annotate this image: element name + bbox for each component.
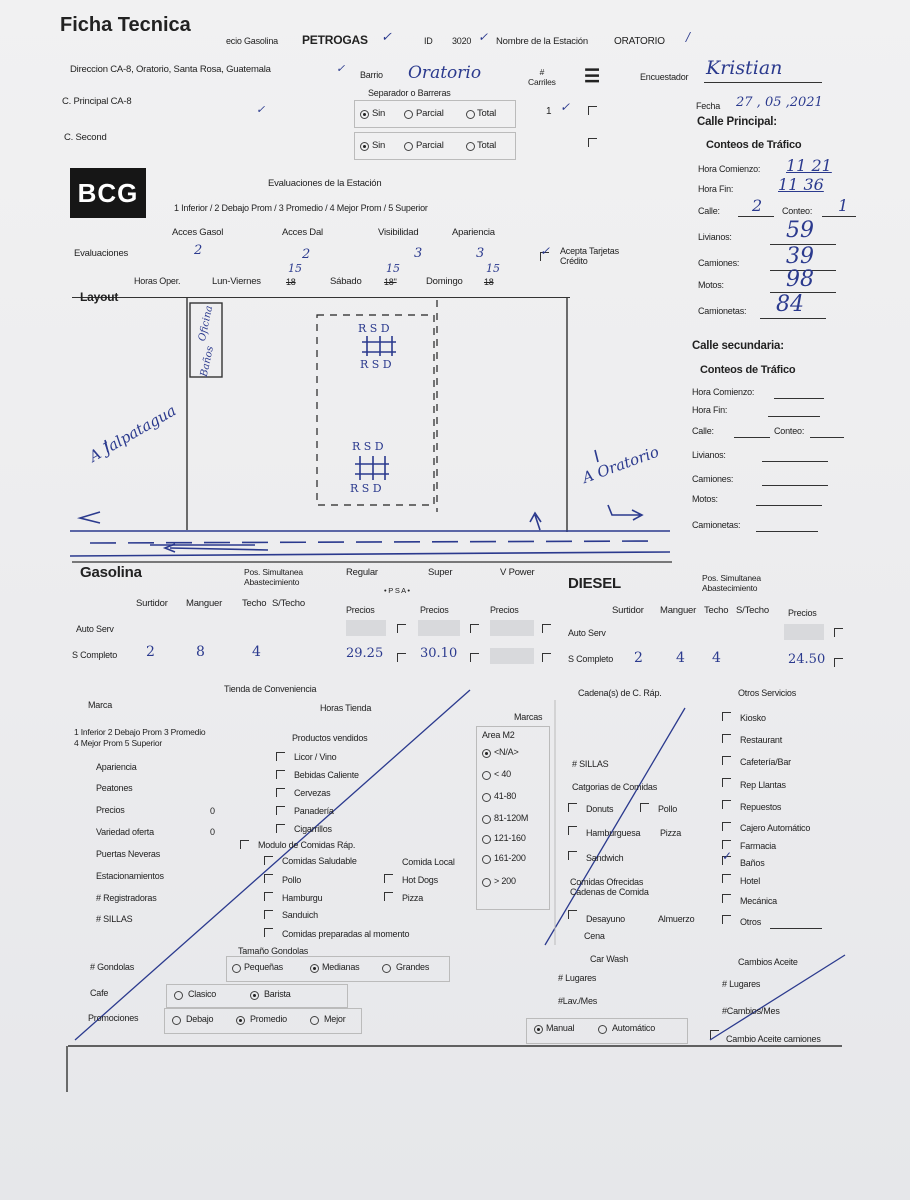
- precios-label: Precios: [96, 805, 125, 815]
- restaurant-label: Restaurant: [740, 735, 783, 745]
- tienda-scale: 1 Inferior 2 Debajo Prom 3 Promedio: [74, 727, 206, 737]
- manual-radio[interactable]: [534, 1025, 543, 1034]
- techo-value: 4: [712, 650, 721, 666]
- brand-value: PETROGAS: [302, 33, 368, 47]
- area-option: > 200: [494, 876, 516, 886]
- direccion-value: Direccion CA-8, Oratorio, Santa Rosa, Guatemala: [70, 64, 271, 75]
- precios-label: Precios: [490, 605, 519, 615]
- tamano-radio[interactable]: [232, 964, 241, 973]
- promociones-option: Debajo: [186, 1014, 214, 1024]
- checkbox[interactable]: [264, 910, 273, 919]
- bcg-logo: BCG: [70, 168, 146, 218]
- almuerzo-label: Almuerzo: [658, 914, 695, 924]
- lun-viernes-label: Lun-Viernes: [212, 276, 261, 287]
- traffic-light-icon: ☰: [584, 66, 600, 86]
- checkbox[interactable]: [588, 138, 597, 147]
- hot-dogs-label: Hot Dogs: [402, 875, 438, 885]
- check-mark: ✓: [478, 30, 489, 44]
- motos-value: 98: [786, 267, 814, 292]
- carriles-value: 1: [546, 106, 552, 117]
- checkbox[interactable]: [834, 628, 843, 637]
- checkbox[interactable]: [276, 824, 285, 833]
- automatico-label: Automático: [612, 1023, 656, 1033]
- hora-comienzo-label: Hora Comienzo:: [692, 387, 755, 397]
- surtidor-value: 2: [146, 644, 155, 660]
- conteo-value: 1: [838, 196, 849, 215]
- encuestador-label: Encuestador: [640, 72, 689, 82]
- sandwich-label: Sanduich: [282, 910, 318, 920]
- conteos-principal-title: Conteos de Tráfico: [706, 139, 802, 151]
- precios-label: Precios: [420, 605, 449, 615]
- conteo-label: Conteo:: [782, 206, 813, 216]
- manguer-value: 8: [196, 644, 205, 660]
- mecanica-label: Mecánica: [740, 896, 777, 906]
- carriles-label: # Carriles: [528, 67, 556, 87]
- cambios-mes-label: #Cambios/Mes: [722, 1006, 780, 1016]
- promociones-option: Mejor: [324, 1014, 346, 1024]
- cigarrillos-label: Cigarrillos: [294, 824, 332, 834]
- sin-radio[interactable]: [360, 110, 369, 119]
- check-mark: ✓: [540, 244, 551, 258]
- repuestos-label: Repuestos: [740, 802, 782, 812]
- visibilidad-value: 3: [414, 246, 423, 261]
- acces-gasol-value: 2: [194, 243, 203, 258]
- lav-mes-label: #Lav./Mes: [558, 996, 598, 1006]
- cafe-radio[interactable]: [250, 991, 259, 1000]
- area-option: 81-120M: [494, 813, 529, 823]
- super-price-value: 30.10: [420, 646, 458, 661]
- check-mark: ✓: [381, 30, 392, 45]
- super-label: Super: [428, 567, 453, 578]
- road-oratorio-label: A Oratorio: [580, 442, 662, 487]
- checkbox[interactable]: [264, 928, 273, 937]
- fecha-label: Fecha: [696, 101, 721, 111]
- motos-label: Motos:: [698, 280, 724, 290]
- variedad-label: Variedad oferta: [96, 827, 154, 837]
- checkbox[interactable]: [588, 106, 597, 115]
- checkbox[interactable]: [722, 756, 731, 765]
- s-techo-label: S/Techo: [272, 598, 305, 609]
- livianos-label: Livianos:: [692, 450, 726, 460]
- estacionamientos-label: Estacionamientos: [96, 871, 164, 881]
- area-radio[interactable]: [482, 855, 491, 864]
- vpower-price-field[interactable]: [490, 648, 534, 664]
- horas-tienda-label: Horas Tienda: [320, 703, 372, 713]
- s-techo-label: S/Techo: [736, 605, 769, 616]
- hora-fin-label: Hora Fin:: [698, 184, 734, 194]
- hora-comienzo-value: 11 21: [786, 156, 832, 175]
- sin-radio[interactable]: [360, 142, 369, 151]
- variedad-value: 0: [210, 827, 215, 837]
- aceite-camiones-label: Cambio Aceite camiones: [726, 1034, 821, 1044]
- cafe-label: Cafe: [90, 988, 109, 998]
- apariencia-value: 3: [476, 246, 485, 261]
- cena-label: Cena: [584, 931, 605, 941]
- hamburguesa-label: Hamburguesa: [586, 828, 641, 838]
- sin-label: Sin: [372, 108, 386, 119]
- calle-value: 2: [752, 196, 763, 215]
- desayuno-label: Desayuno: [586, 914, 625, 924]
- checkbox[interactable]: [542, 653, 551, 662]
- hora-fin-value: 11 36: [778, 175, 824, 194]
- checkbox[interactable]: [568, 826, 577, 835]
- licor-label: Licor / Vino: [294, 752, 337, 762]
- s-completo-label: S Completo: [72, 650, 118, 660]
- camiones-label: Camiones:: [692, 474, 734, 484]
- area-radio[interactable]: [482, 878, 491, 887]
- motos-label: Motos:: [692, 494, 718, 504]
- livianos-value: 59: [786, 218, 814, 243]
- checkbox[interactable]: [568, 910, 577, 919]
- fecha-value: 27 , 05 ,2021: [736, 95, 823, 110]
- checkbox[interactable]: [710, 1030, 719, 1039]
- sabado-label: Sábado: [330, 276, 362, 287]
- parcial-radio[interactable]: [404, 142, 413, 151]
- pump-label: R S D: [350, 482, 382, 495]
- calle-second-label: C. Second: [64, 132, 107, 143]
- total-label: Total: [477, 140, 497, 151]
- v-power-label: V Power: [500, 567, 535, 578]
- checkbox[interactable]: [722, 874, 731, 883]
- diesel-auto-price-field[interactable]: [784, 624, 824, 640]
- checkbox[interactable]: [276, 788, 285, 797]
- car-wash-lugares-label: # Lugares: [558, 973, 597, 983]
- area-radio[interactable]: [482, 835, 491, 844]
- donuts-label: Donuts: [586, 804, 614, 814]
- diesel-price-value: 24.50: [788, 652, 826, 667]
- checkbox[interactable]: [276, 770, 285, 779]
- marcas-label: Marcas: [514, 712, 543, 722]
- regular-price-value: 29.25: [346, 646, 384, 661]
- auto-serv-label: Auto Serv: [568, 628, 606, 638]
- calle-principal-label: C. Principal CA-8: [62, 96, 132, 107]
- acces-dal-label: Acces Dal: [282, 227, 323, 238]
- area-radio[interactable]: [482, 793, 491, 802]
- checkbox[interactable]: [397, 624, 406, 633]
- registradoras-label: # Registradoras: [96, 893, 157, 903]
- pizza-label: Pizza: [660, 828, 682, 838]
- checkbox[interactable]: [397, 653, 406, 662]
- layout-label: Layout: [80, 290, 119, 304]
- original-hours: 18": [384, 277, 397, 287]
- automatico-radio[interactable]: [598, 1025, 607, 1034]
- checkbox[interactable]: [722, 915, 731, 924]
- tamano-option: Pequeñas: [244, 962, 283, 972]
- horas-oper-label: Horas Oper.: [134, 276, 181, 286]
- area-option: 41-80: [494, 791, 517, 801]
- peatones-label: Peatones: [96, 783, 133, 793]
- checkbox[interactable]: [384, 874, 393, 883]
- cafeteria-label: Cafetería/Bar: [740, 757, 791, 767]
- evaluaciones-scale: 1 Inferior / 2 Debajo Prom / 3 Promedio / 4 Mejor Prom / 5 Superior: [174, 203, 428, 213]
- cambios-aceite-title: Cambios Aceite: [738, 957, 798, 967]
- checkbox[interactable]: [834, 658, 843, 667]
- otros-title: Otros Servicios: [738, 688, 797, 698]
- checkbox[interactable]: [276, 752, 285, 761]
- promociones-radio[interactable]: [172, 1016, 181, 1025]
- barrio-value: Oratorio: [408, 63, 482, 83]
- super-auto-price-field[interactable]: [418, 620, 460, 636]
- area-option: < 40: [494, 769, 511, 779]
- separador-label: Separador o Barreras: [368, 88, 451, 98]
- acepta-tarjetas-label: Acepta Tarjetas Crédito: [560, 246, 619, 266]
- calle-label: Calle:: [692, 426, 714, 436]
- form-title: Ficha Tecnica: [60, 14, 191, 36]
- camiones-value: 39: [786, 244, 814, 269]
- id-label: ID: [424, 36, 433, 46]
- checkbox[interactable]: [722, 734, 731, 743]
- parcial-radio[interactable]: [404, 110, 413, 119]
- categorias-label: Catgorias de Comidas: [572, 782, 658, 792]
- regular-label: Regular: [346, 567, 378, 578]
- sandwich-label: Sandwich: [586, 853, 624, 863]
- surtidor-label: Surtidor: [612, 605, 644, 616]
- area-radio[interactable]: [482, 771, 491, 780]
- banos-label: Baños: [740, 858, 765, 868]
- camionetas-label: Camionetas:: [692, 520, 741, 530]
- check-mark: /: [686, 30, 691, 44]
- oficina-label: Oficina: [196, 304, 216, 343]
- apariencia-label: Apariencia: [452, 227, 495, 238]
- precios-label: Precios: [788, 608, 817, 618]
- encuestador-value: Kristian: [706, 57, 783, 79]
- manual-label: Manual: [546, 1023, 575, 1033]
- check-mark: ✓: [256, 103, 266, 116]
- check-mark: ✓: [336, 62, 346, 75]
- acces-dal-value: 2: [302, 247, 311, 262]
- tamano-label: Tamaño Gondolas: [238, 946, 309, 956]
- checkbox[interactable]: [722, 840, 731, 849]
- promociones-radio[interactable]: [236, 1016, 245, 1025]
- camionetas-value: 84: [776, 292, 804, 317]
- sillas-label: # SILLAS: [96, 914, 133, 924]
- area-option: 161-200: [494, 853, 526, 863]
- comidas-saludable-label: Comidas Saludable: [282, 856, 357, 866]
- surtidor-label: Surtidor: [136, 598, 168, 609]
- banos-label: Baños: [198, 345, 217, 378]
- tamano-radio[interactable]: [382, 964, 391, 973]
- promociones-label: Promociones: [88, 1013, 139, 1023]
- cambios-lugares-label: # Lugares: [722, 979, 761, 989]
- rep-llantas-label: Rep Llantas: [740, 780, 786, 790]
- panaderia-label: Panadería: [294, 806, 334, 816]
- calle-principal-title: Calle Principal:: [697, 116, 777, 128]
- nombre-estacion-label: Nombre de la Estación: [496, 36, 588, 47]
- cafe-radio[interactable]: [174, 991, 183, 1000]
- otros-label: Otros: [740, 917, 762, 927]
- hotel-label: Hotel: [740, 876, 761, 886]
- total-radio[interactable]: [466, 142, 475, 151]
- road-jalpatagua-label: A Jalpatagua: [86, 401, 180, 466]
- pollo-label: Pollo: [658, 804, 678, 814]
- checkbox[interactable]: [722, 894, 731, 903]
- car-wash-label: Car Wash: [590, 954, 629, 964]
- acces-gasol-label: Acces Gasol: [172, 227, 224, 238]
- checkbox[interactable]: [264, 874, 273, 883]
- id-value: 3020: [452, 36, 472, 46]
- regular-auto-price-field[interactable]: [346, 620, 386, 636]
- cajero-label: Cajero Automático: [740, 823, 811, 833]
- conteos-secundaria-title: Conteos de Tráfico: [700, 364, 796, 376]
- checkbox[interactable]: [568, 803, 577, 812]
- tamano-option: Grandes: [396, 962, 430, 972]
- evaluaciones-label: Evaluaciones: [74, 248, 129, 259]
- camionetas-label: Camionetas:: [698, 306, 747, 316]
- road-sketch: [70, 440, 670, 556]
- tamano-option: Medianas: [322, 962, 360, 972]
- calle-secundaria-title: Calle secundaria:: [692, 340, 784, 352]
- lun-viernes-value: 15: [288, 262, 302, 275]
- gasolina-title: Gasolina: [80, 564, 142, 581]
- area-radio[interactable]: [482, 749, 491, 758]
- nombre-estacion-value: ORATORIO: [614, 36, 665, 47]
- techo-label: Techo: [242, 598, 267, 609]
- checkbox[interactable]: [722, 712, 731, 721]
- manguer-label: Manguer: [660, 605, 697, 616]
- cadena-sillas-label: # SILLAS: [572, 759, 609, 769]
- pump-label: R S D: [358, 322, 390, 335]
- check-mark: ✓: [722, 849, 733, 863]
- farmacia-label: Farmacia: [740, 841, 776, 851]
- tienda-scale: 4 Mejor Prom 5 Superior: [74, 738, 162, 748]
- checkbox[interactable]: [470, 624, 479, 633]
- original-hours: 18: [484, 277, 494, 287]
- productos-title: Productos vendidos: [292, 733, 368, 743]
- camiones-label: Camiones:: [698, 258, 740, 268]
- pump-label: R S D: [360, 358, 392, 371]
- checkbox[interactable]: [722, 778, 731, 787]
- vpower-auto-price-field[interactable]: [490, 620, 534, 636]
- barrio-label: Barrio: [360, 70, 383, 80]
- cafe-option: Clasico: [188, 989, 217, 999]
- marca-label: Marca: [88, 700, 113, 710]
- tamano-radio[interactable]: [310, 964, 319, 973]
- cadena-title: Cadena(s) de C. Ráp.: [578, 688, 662, 698]
- comida-local-label: Comida Local: [402, 857, 455, 867]
- check-mark: ✓: [560, 100, 571, 114]
- cervezas-label: Cervezas: [294, 788, 331, 798]
- cafe-option: Barista: [264, 989, 291, 999]
- area-radio[interactable]: [482, 815, 491, 824]
- domingo-label: Domingo: [426, 276, 463, 287]
- tienda-title: Tienda de Conveniencia: [224, 684, 317, 694]
- domingo-value: 15: [486, 262, 500, 275]
- manguer-value: 4: [676, 650, 685, 666]
- checkbox[interactable]: [722, 800, 731, 809]
- psa-label: • P S A •: [384, 586, 410, 595]
- hora-fin-label: Hora Fin:: [692, 405, 728, 415]
- promociones-option: Promedio: [250, 1014, 287, 1024]
- checkbox[interactable]: [722, 822, 731, 831]
- pollo-label: Pollo: [282, 875, 302, 885]
- calle-label: Calle:: [698, 206, 720, 216]
- diesel-title: DIESEL: [568, 575, 621, 592]
- total-label: Total: [477, 108, 497, 119]
- area-option: <N/A>: [494, 747, 519, 757]
- livianos-label: Livianos:: [698, 232, 732, 242]
- parcial-label: Parcial: [416, 140, 444, 151]
- preparadas-label: Comidas preparadas al momento: [282, 929, 410, 939]
- conteo-label: Conteo:: [774, 426, 805, 436]
- estacion-label: ecio Gasolina: [226, 36, 278, 46]
- apariencia-label: Apariencia: [96, 762, 137, 772]
- pump-label: R S D: [352, 440, 384, 453]
- total-radio[interactable]: [466, 110, 475, 119]
- puertas-neveras-label: Puertas Neveras: [96, 849, 161, 859]
- evaluaciones-title: Evaluaciones de la Estación: [268, 178, 382, 189]
- auto-serv-label: Auto Serv: [76, 624, 114, 634]
- sin-label: Sin: [372, 140, 386, 151]
- pos-simultanea-label: Pos. Simultanea Abastecimiento: [702, 573, 761, 593]
- promociones-radio[interactable]: [310, 1016, 319, 1025]
- checkbox[interactable]: [264, 892, 273, 901]
- hora-comienzo-label: Hora Comienzo:: [698, 164, 761, 174]
- checkbox[interactable]: [640, 803, 649, 812]
- precios-label: Precios: [346, 605, 375, 615]
- ofrecidas-label: Comidas Ofrecidas Cadenas de Comida: [570, 877, 649, 897]
- checkbox[interactable]: [276, 806, 285, 815]
- techo-label: Techo: [704, 605, 729, 616]
- hamburgu-label: Hamburgu: [282, 893, 323, 903]
- techo-value: 4: [252, 644, 261, 660]
- original-hours: 18: [286, 277, 296, 287]
- checkbox[interactable]: [264, 856, 273, 865]
- parcial-label: Parcial: [416, 108, 444, 119]
- checkbox[interactable]: [568, 851, 577, 860]
- manguer-label: Manguer: [186, 598, 223, 609]
- visibilidad-label: Visibilidad: [378, 227, 419, 238]
- checkbox[interactable]: [542, 624, 551, 633]
- surtidor-value: 2: [634, 650, 643, 666]
- kiosko-label: Kiosko: [740, 713, 766, 723]
- sabado-value: 15: [386, 262, 400, 275]
- precios-value: 0: [210, 806, 215, 816]
- checkbox[interactable]: [240, 840, 249, 849]
- gondolas-label: # Gondolas: [90, 962, 135, 972]
- checkbox[interactable]: [470, 653, 479, 662]
- s-completo-label: S Completo: [568, 654, 614, 664]
- pos-simultanea-label: Pos. Simultanea Abastecimiento: [244, 567, 303, 587]
- area-option: 121-160: [494, 833, 526, 843]
- area-title: Area M2: [482, 730, 515, 740]
- checkbox[interactable]: [384, 892, 393, 901]
- pizza-label: Pizza: [402, 893, 424, 903]
- bebidas-label: Bebidas Caliente: [294, 770, 359, 780]
- modulo-label: Modulo de Comidas Ráp.: [258, 840, 356, 850]
